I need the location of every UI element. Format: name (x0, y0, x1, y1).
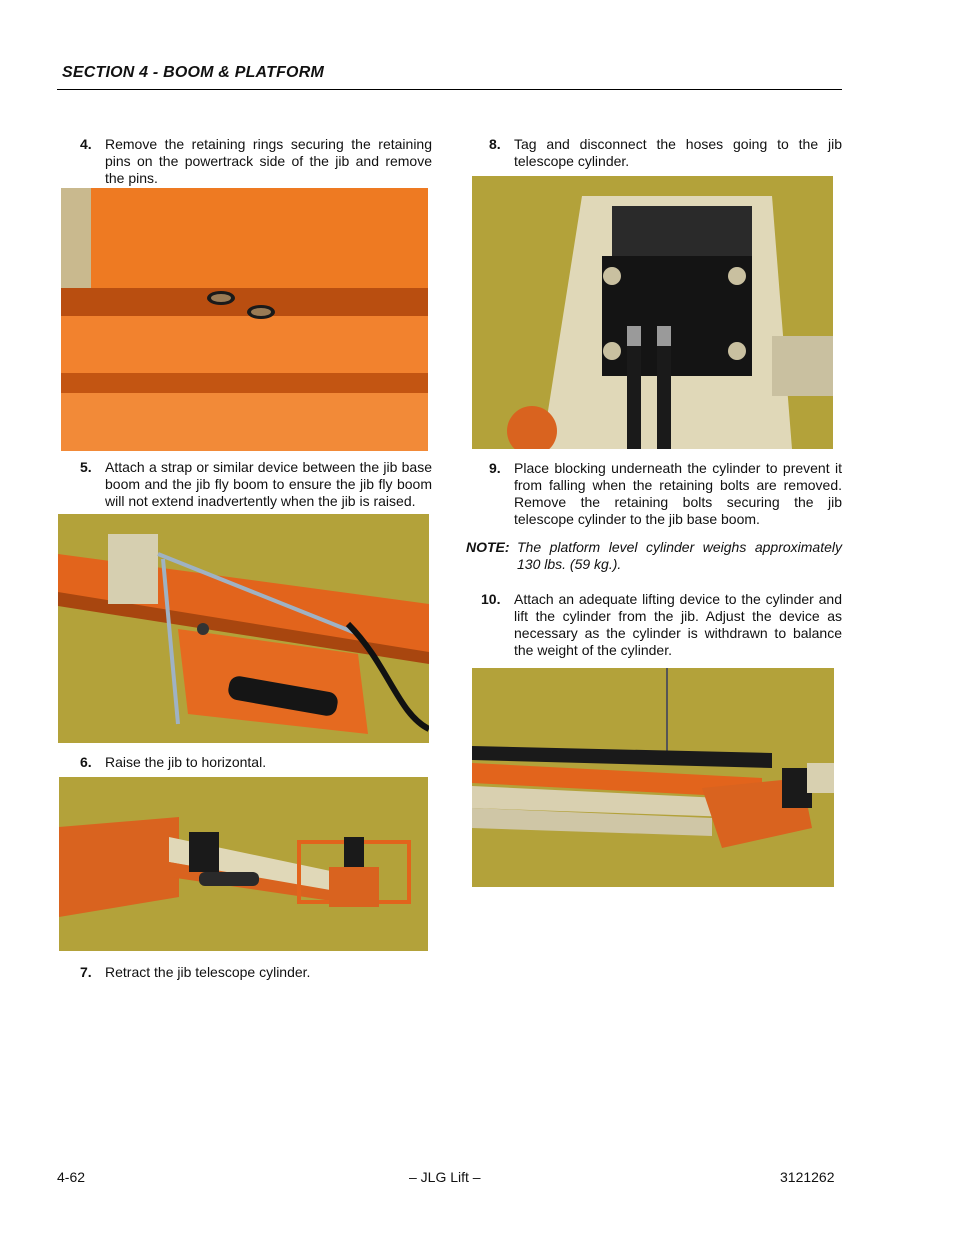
note-text: The platform level cylinder weighs approximately 130 lbs. (59 kg.). (517, 539, 842, 572)
step-5 (80, 459, 432, 510)
step-number: 10. (481, 591, 501, 607)
step-4 (80, 136, 432, 187)
step-number: 9. (489, 460, 501, 476)
photo-cylinder-hoses (472, 176, 833, 449)
photo-strap-jib (58, 514, 429, 743)
photo-retaining-pins (61, 188, 428, 451)
section-title: SECTION 4 - BOOM & PLATFORM (62, 64, 324, 81)
step-text: Remove the retaining rings securing the retaining pins on the powertrack side of the jib and remove the pins. (105, 136, 432, 186)
page-number: 4-62 (57, 1169, 86, 1185)
step-text: Raise the jib to horizontal. (105, 754, 267, 770)
step-number: 6. (80, 754, 92, 770)
step-number: 7. (80, 964, 92, 980)
footer-publisher: – JLG Lift – (409, 1169, 481, 1185)
step-text: Place blocking underneath the cylinder to prevent it from falling when the retaining bolts are removed. Remove the retaining bolts securing the jib telescope cylinder to the jib base boom. (514, 460, 842, 527)
step-number: 5. (80, 459, 92, 475)
doc-number: 3121262 (780, 1169, 835, 1185)
step-9 (489, 460, 842, 528)
step-number: 8. (489, 136, 501, 152)
step-text: Tag and disconnect the hoses going to the jib telescope cylinder. (514, 136, 842, 169)
note (466, 539, 842, 573)
step-10 (481, 591, 842, 659)
header-divider (57, 89, 842, 90)
step-text: Attach a strap or similar device between the jib base boom and the jib fly boom to ensure the jib fly boom will not extend inadvertently when the jib is raised. (105, 459, 432, 509)
step-8 (489, 136, 842, 170)
step-6 (80, 754, 432, 771)
note-label: NOTE: (466, 539, 510, 555)
step-text: Attach an adequate lifting device to the cylinder and lift the cylinder from the jib. Adjust the device as necessary as the cylinder is withdrawn to balance the weight of the cylinder. (514, 591, 842, 658)
photo-lift-cylinder (472, 668, 834, 887)
photo-jib-horizontal (59, 777, 428, 951)
step-number: 4. (80, 136, 92, 152)
step-text: Retract the jib telescope cylinder. (105, 964, 311, 980)
step-7 (80, 964, 432, 981)
